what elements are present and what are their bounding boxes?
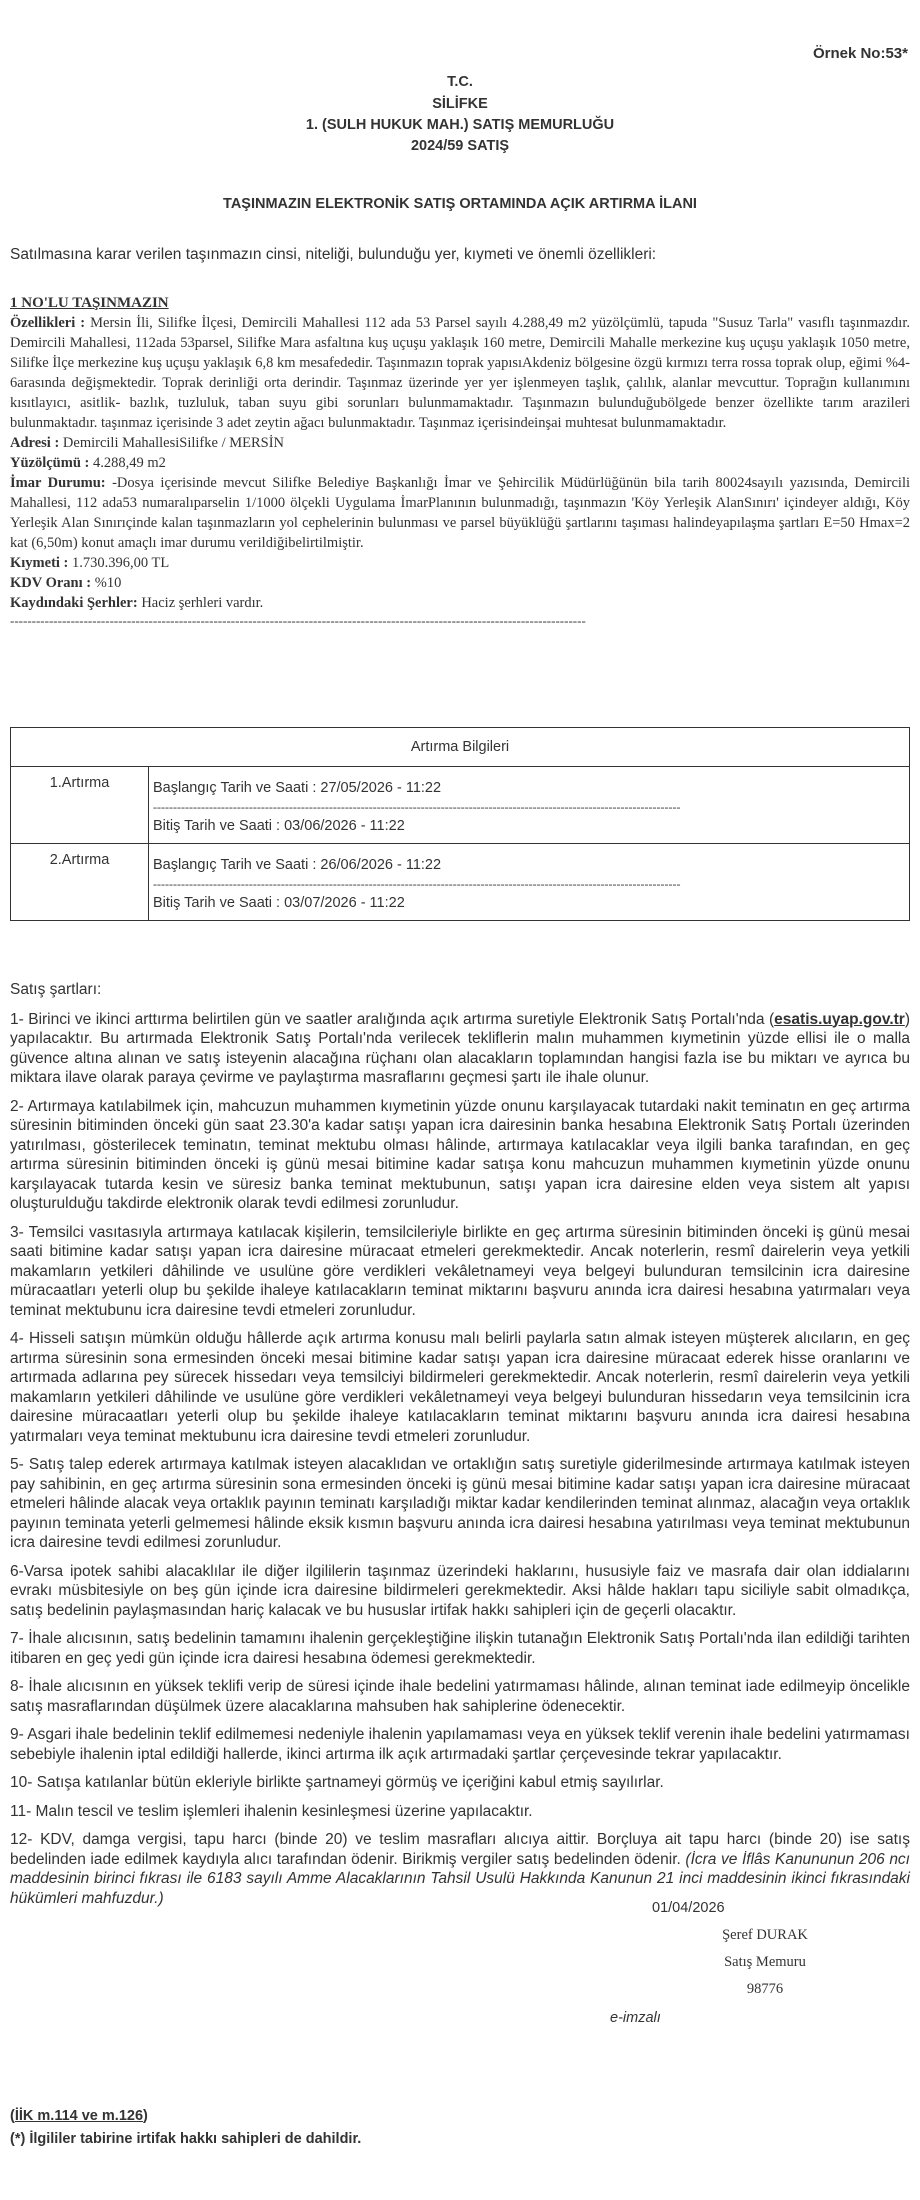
value-label: Kıymeti : <box>10 555 69 571</box>
property-address <box>10 433 910 453</box>
auction-end: Bitiş Tarih ve Saati : 03/07/2026 - 11:22 <box>153 895 405 911</box>
address-label: Adresi : <box>10 435 60 451</box>
footnote: (*) İlgililer tabirine irtifak hakkı sahipleri de dahildir. <box>10 2131 362 2147</box>
condition-item: 2- Artırmaya katılabilmek için, mahcuzun muhammen kıymetinin yüzde onunu karşılayacak tutardaki nakit teminatın en geç artırma süresinin bitiminden önceki gün saat 23.30'a kadar satışı yapan icra dairesinin banka hesabına Elektronik Satış Portalı üzerinden yatırılması, gösterilecek teminatın, teminat mektubu olması hâlinde, artırmaya katılacaklar veya ilgili banka tarafından, en geç artırma süresinin bitiminden önceki iş günü mesai bitimine kadar satışa konu mahcuzun muhammen kıymetinin yüzde onunu karşılayacak tutarda kesin ve süresiz banka teminat mektubunun, satışı yapan icra dairesine elden veya sistem alt yapısı oluşturulduğu takdirde elektronik olarak tevdi edilmesi zorunludur. <box>10 1097 910 1212</box>
property-vat <box>10 573 910 593</box>
zoning-label: İmar Durumu: <box>10 475 106 491</box>
condition-item: 6-Varsa ipotek sahibi alacaklılar ile diğer ilgililerin taşınmaz üzerindeki haklarını, hususiyle faiz ve masrafa dair olan iddialarını evrakı müsbitesiyle on beş gün içinde icra dairesine bildirmeleri gerekmektedir. Aksi hâlde hakları tapu siciliyle sabit olmadıkça, satış bedelinin paylaşmasından hariç kalacak ve bu hususlar irtifak hakkı sahipleri için de geçerli olacaktır. <box>10 1562 910 1619</box>
annotations-text: Haciz şerhleri vardır. <box>137 595 264 611</box>
sample-number: Örnek No:53* <box>812 45 908 62</box>
auction-start: Başlangıç Tarih ve Saati : 27/05/2026 - 11:22 <box>153 780 442 796</box>
auction-separator: ------------------------------------------------------------------------------------------------------------------------------------ <box>153 800 681 814</box>
vat-label: KDV Oranı : <box>10 575 92 591</box>
property-section <box>10 293 910 629</box>
auction-row-label: 2.Artırma <box>11 844 149 921</box>
annotations-label: Kaydındaki Şerhler: <box>10 595 138 611</box>
intro-text: Satılmasına karar verilen taşınmazın cinsi, niteliği, bulunduğu yer, kıymeti ve önemli özellikleri: <box>10 246 657 263</box>
conditions-heading: Satış şartları: <box>10 981 102 998</box>
auction-end: Bitiş Tarih ve Saati : 03/06/2026 - 11:22 <box>153 818 405 834</box>
features-label: Özellikleri : <box>10 315 86 331</box>
property-annotations <box>10 593 910 613</box>
property-value <box>10 553 910 573</box>
address-text: Demircili MahallesiSilifke / MERSİN <box>59 435 285 451</box>
zoning-text: -Dosya içerisinde mevcut Silifke Belediye Başkanlığı İmar ve Şehircilik Müdürlüğünün bila tarih 80024sayılı yazısında, Demircili Mahallesi, 112 ada53 numaralıparselin 1/1000 ölçekli Uygulama İmarPlanının bulunmadığı, taşınmazın 'Köy Yerleşik AlanSınırı' içindeyer aldığı, Köy Yerleşik Alan Sınırıçinde kalan taşınmazların yol cephelerinin bulunması ve parsel büyüklüğü şartlarını taşıması halindeyapılaşma şartları E=50 Hmax=2 kat (6,50m) konut amaçlı imar durumu verildiğibelirtilmiştir. <box>10 475 911 551</box>
auction-row-dates <box>149 844 910 921</box>
signer-number: 98776 <box>746 1981 784 1997</box>
value-text: 1.730.396,00 TL <box>68 555 170 571</box>
auction-table <box>10 727 910 921</box>
header-file-number: 2024/59 SATIŞ <box>410 138 510 154</box>
condition-item: 3- Temsilci vasıtasıyla artırmaya katılacak kişilerin, temsilcileriyle birlikte en geç artırma süresinin bitiminden önceki iş günü mesai saati bitimine kadar satışı yapan icra dairesine müracaat etmeleri gerekmektedir. Ancak noterlerin, resmî dairelerin veya yetkili makamların yetkileri dâhilinde ve usulüne göre verdikleri vekâletnameyi veya belgeyi bulunduran temsilcinin icra dairesine müracaatları yeterli olup bu şekilde ihaleye katılacakların teminat miktarını başvuru anında icra dairesi hesabına yatırmaları veya teminat mektubunu icra dairesine tevdi etmeleri zorunludur. <box>10 1223 910 1319</box>
signer-name: Şeref DURAK <box>722 1927 808 1943</box>
document-title: TAŞINMAZIN ELEKTRONİK SATIŞ ORTAMINDA AÇIK ARTIRMA İLANI <box>223 196 697 212</box>
condition-item: 11- Malın tescil ve teslim işlemleri ihalenin kesinleşmesi üzerine yapılacaktır. <box>10 1802 533 1820</box>
condition-item: 9- Asgari ihale bedelinin teklif edilmemesi nedeniyle ihalenin yapılamaması veya en yüksek teklif verenin ihale bedelini yatırmaması sebebiyle ihalenin iptal edildiği hallerde, ikinci artırma ilk açık artırmadaki şartlar çerçevesinde tekrar yapılacaktır. <box>10 1726 910 1763</box>
area-text: 4.288,49 m2 <box>89 455 166 471</box>
condition-item: 4- Hisseli satışın mümkün olduğu hâllerde açık artırma konusu malı belirli paylarla satın almak isteyen müşterek alıcıların, en geç artırma süresinin sona ermesinden önceki mesai bitimine kadar satışı yapan icra dairesine müracaat ederek hisse oranlarını ve artırmada adlarına pey sürecek hissedarı veya temsilciyi bildirmeleri gerekmektedir. Ancak noterlerin, resmî dairelerin veya yetkili makamların yetkileri dâhilinde ve usulüne göre verdikleri vekâletnameyi veya belgeyi bulunduran hissedarın veya temsilcinin icra dairesine müracaatları yeterli olup bu şekilde ihaleye katılacakların teminat miktarını başvuru anında icra dairesi hesabına yatırmaları veya teminat mektubunu icra dairesine tevdi etmeleri zorunludur. <box>10 1330 910 1445</box>
property-area <box>10 453 910 473</box>
signature-date: 01/04/2026 <box>652 1900 725 1916</box>
condition-item: 7- İhale alıcısının, satış bedelinin tamamını ihalenin gerçekleştiğine ilişkin tutanağın Elektronik Satış Portalı'nda ilan edildiği tarihten itibaren en geç yedi gün içinde icra dairesi hesabına ödemesi gerekmektedir. <box>10 1630 910 1667</box>
header-city: SİLİFKE <box>432 96 488 112</box>
e-signature-note: e-imzalı <box>610 2010 661 2026</box>
auction-table-heading: Artırma Bilgileri <box>11 728 910 767</box>
auction-row-dates <box>149 767 910 844</box>
esatis-link[interactable]: esatis.uyap.gov.tr <box>774 1010 905 1028</box>
conditions-section <box>10 980 910 1908</box>
property-zoning <box>10 473 910 553</box>
header-tc: T.C. <box>447 74 473 90</box>
condition-item: 12- KDV, damga vergisi, tapu harcı (binde 20) ve teslim masrafları alıcıya aittir. Borçluya ait tapu harcı (binde 20) ise satış bedelinden iade edilmek kaydıyla alıcı tarafından ödenir. Birikmiş vergiler satış bedelinden ödenir. (İcra ve İflâs Kanununun 206 ncı maddesinin birinci fıkrası ile 6183 sayılı Amme Alacaklarının Tahsil Usulü Hakkında Kanunun 21 inci maddesinin ikinci fıkrasındaki hükümleri mahfuzdur.) <box>10 1831 910 1907</box>
signer-title: Satış Memuru <box>724 1954 806 1970</box>
condition-item: 8- İhale alıcısının en yüksek teklifi verip de süresi içinde ihale bedelini yatırmaması hâlinde, alınan teminat iade edilmeyip öncelikle satış masraflarından düşülmek üzere alacaklarına mahsuben hak sahiplerine ödenecektir. <box>10 1678 910 1715</box>
property-features <box>10 313 910 433</box>
auction-start: Başlangıç Tarih ve Saati : 26/06/2026 - 11:22 <box>153 857 442 873</box>
condition-item: 1- Birinci ve ikinci arttırma belirtilen gün ve saatler aralığında açık artırma suretiyle Elektronik Satış Portalı'nda (esatis.uyap.gov.tr) yapılacaktır. Bu artırmada Elektronik Satış Portalı'nda verilecek tekliflerin malın muhammen kıymetinin yüzde ellisi ile o malla güvence altına alınan ve satış isteyenin alacağına rüçhanı olan alacakların toplamından hangisi fazla ise bu miktarı ve ayrıca bu miktara ilave olarak paraya çevirme ve paylaştırma masraflarını geçmesi şartı ile ihale olunur. <box>10 1010 910 1086</box>
area-label: Yüzölçümü : <box>10 455 90 471</box>
auction-separator: ------------------------------------------------------------------------------------------------------------------------------------ <box>153 877 681 891</box>
property-separator: ------------------------------------------------------------------------------------------------------------------------------------- <box>10 613 586 628</box>
auction-row <box>11 767 910 844</box>
vat-text: %10 <box>91 575 122 591</box>
auction-row <box>11 844 910 921</box>
law-reference: (İİK m.114 ve m.126) <box>10 2108 148 2124</box>
header-office: 1. (SULH HUKUK MAH.) SATIŞ MEMURLUĞU <box>305 117 615 133</box>
law-reference-link[interactable]: İİK m.114 ve m.126 <box>14 2108 144 2124</box>
condition-item: 5- Satış talep ederek artırmaya katılmak isteyen alacaklıdan ve ortaklığın satış suretiyle giderilmesinde artırmaya katılmak isteyen pay sahibinin, en geç artırma süresinin sona ermesinden önceki iş günü mesai bitimine kadar satışı yapan icra dairesine müracaat etmeleri hâlinde alacak veya ortaklık payının teminatı karşıladığı miktar kadar kendilerinden teminat alınmaz, alacağın veya ortaklık payının teminata yeterli gelmemesi hâlinde eksik kısmın başvuru anında icra dairesi hesabına yatırılması veya teminat mektubunun icra dairesine tevdi edilmesi zorunludur. <box>10 1456 910 1551</box>
property-heading: 1 NO'LU TAŞINMAZIN <box>10 295 169 311</box>
auction-row-label: 1.Artırma <box>11 767 149 844</box>
condition-item: 10- Satışa katılanlar bütün ekleriyle birlikte şartnameyi görmüş ve içeriğini kabul etmiş sayılırlar. <box>10 1774 664 1791</box>
features-text: Mersin İli, Silifke İlçesi, Demircili Mahallesi 112 ada 53 Parsel sayılı 4.288,49 m2 yüzölçümlü, tapuda "Susuz Tarla" vasıflı taşınmazdır. Demircili Mahallesi, 112ada 53parsel, Silifke Mara asfaltına kuş uçuşu yaklaşık 160 metre, Demircili Mahalle merkezine kuş uçuşu yaklaşık 1050 metre, Silifke İlçe merkezine kuş uçuşu yaklaşık 6,8 km mesafededir. Taşınmazın toprak yapısıAkdeniz bölgesine özgü kırmızı terra rossa toprak olup, eğimi %4-6arasında değişmektedir. Toprak derinliği orta derindir. Taşınmaz üzerinde yer yer işlenmeyen taşlık, çalılık, alanlar mevcuttur. Toprağın kullanımını kısıtlayıcı, asitlik- bazlık, tuzluluk, taban suyu gibi sorunları bulunmamaktadır. Taşınmazın bulunduğubölgede benzer özellikte tarım arazileri bulunmaktadır. taşınmaz içerisinde 3 adet zeytin ağacı bulunmaktadır. Taşınmaz içerisindeinşai muhtesat bulunmamaktadır. <box>10 315 910 431</box>
